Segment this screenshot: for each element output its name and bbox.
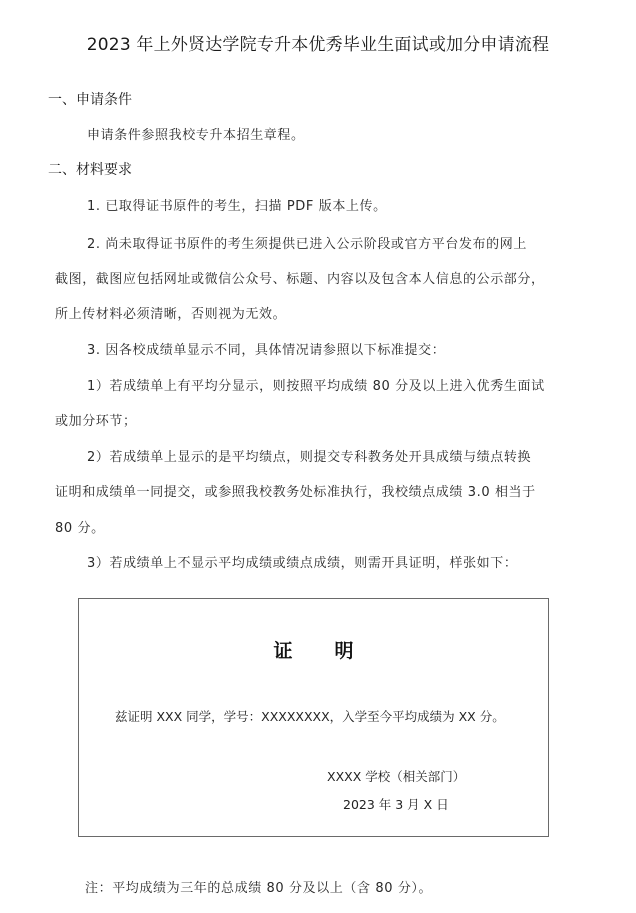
paragraph-line: 3. 因各校成绩单显示不同，具体情况请参照以下标准提交：: [87, 343, 446, 358]
paragraph-line: 2. 尚未取得证书原件的考生须提供已进入公示阶段或官方平台发布的网上: [87, 237, 527, 252]
paragraph-line: 2）若成绩单上显示的是平均绩点，则提交专科教务处开具成绩与绩点转换: [87, 450, 532, 465]
sample-certificate-box: [78, 598, 549, 837]
sample-certificate-signature: XXXX 学校（相关部门）: [327, 769, 466, 784]
paragraph-line: 证明和成绩单一同提交，或参照我校教务处标准执行，我校绩点成绩 3.0 相当于: [55, 485, 536, 500]
paragraph-line: 所上传材料必须清晰，否则视为无效。: [55, 307, 287, 322]
sample-title-char: 证: [273, 640, 293, 662]
sample-title-char: 明: [334, 640, 354, 662]
paragraph-line: 80 分。: [55, 521, 105, 536]
paragraph-line: 或加分环节；: [55, 414, 137, 429]
paragraph-line: 1. 已取得证书原件的考生，扫描 PDF 版本上传。: [87, 199, 387, 214]
paragraph-line: 1）若成绩单上有平均分显示，则按照平均成绩 80 分及以上进入优秀生面试: [87, 379, 545, 394]
paragraph-line: 3）若成绩单上不显示平均成绩或绩点成绩，则需开具证明，样张如下：: [87, 556, 518, 571]
document-title: 2023 年上外贤达学院专升本优秀毕业生面试或加分申请流程: [86, 35, 550, 55]
paragraph-line: 截图，截图应包括网址或微信公众号、标题、内容以及包含本人信息的公示部分，: [55, 272, 545, 287]
section-heading-application-conditions: 一、申请条件: [48, 92, 132, 108]
sample-certificate-title: [79, 636, 548, 663]
section-heading-material-requirements: 二、材料要求: [48, 162, 132, 178]
paragraph-line: 申请条件参照我校专升本招生章程。: [87, 128, 305, 143]
sample-certificate-body: 兹证明 XXX 同学，学号：XXXXXXXX，入学至今平均成绩为 XX 分。: [115, 709, 505, 724]
sample-certificate-date: 2023 年 3 月 X 日: [343, 797, 449, 812]
footnote: 注：平均成绩为三年的总成绩 80 分及以上（含 80 分）。: [85, 881, 433, 896]
